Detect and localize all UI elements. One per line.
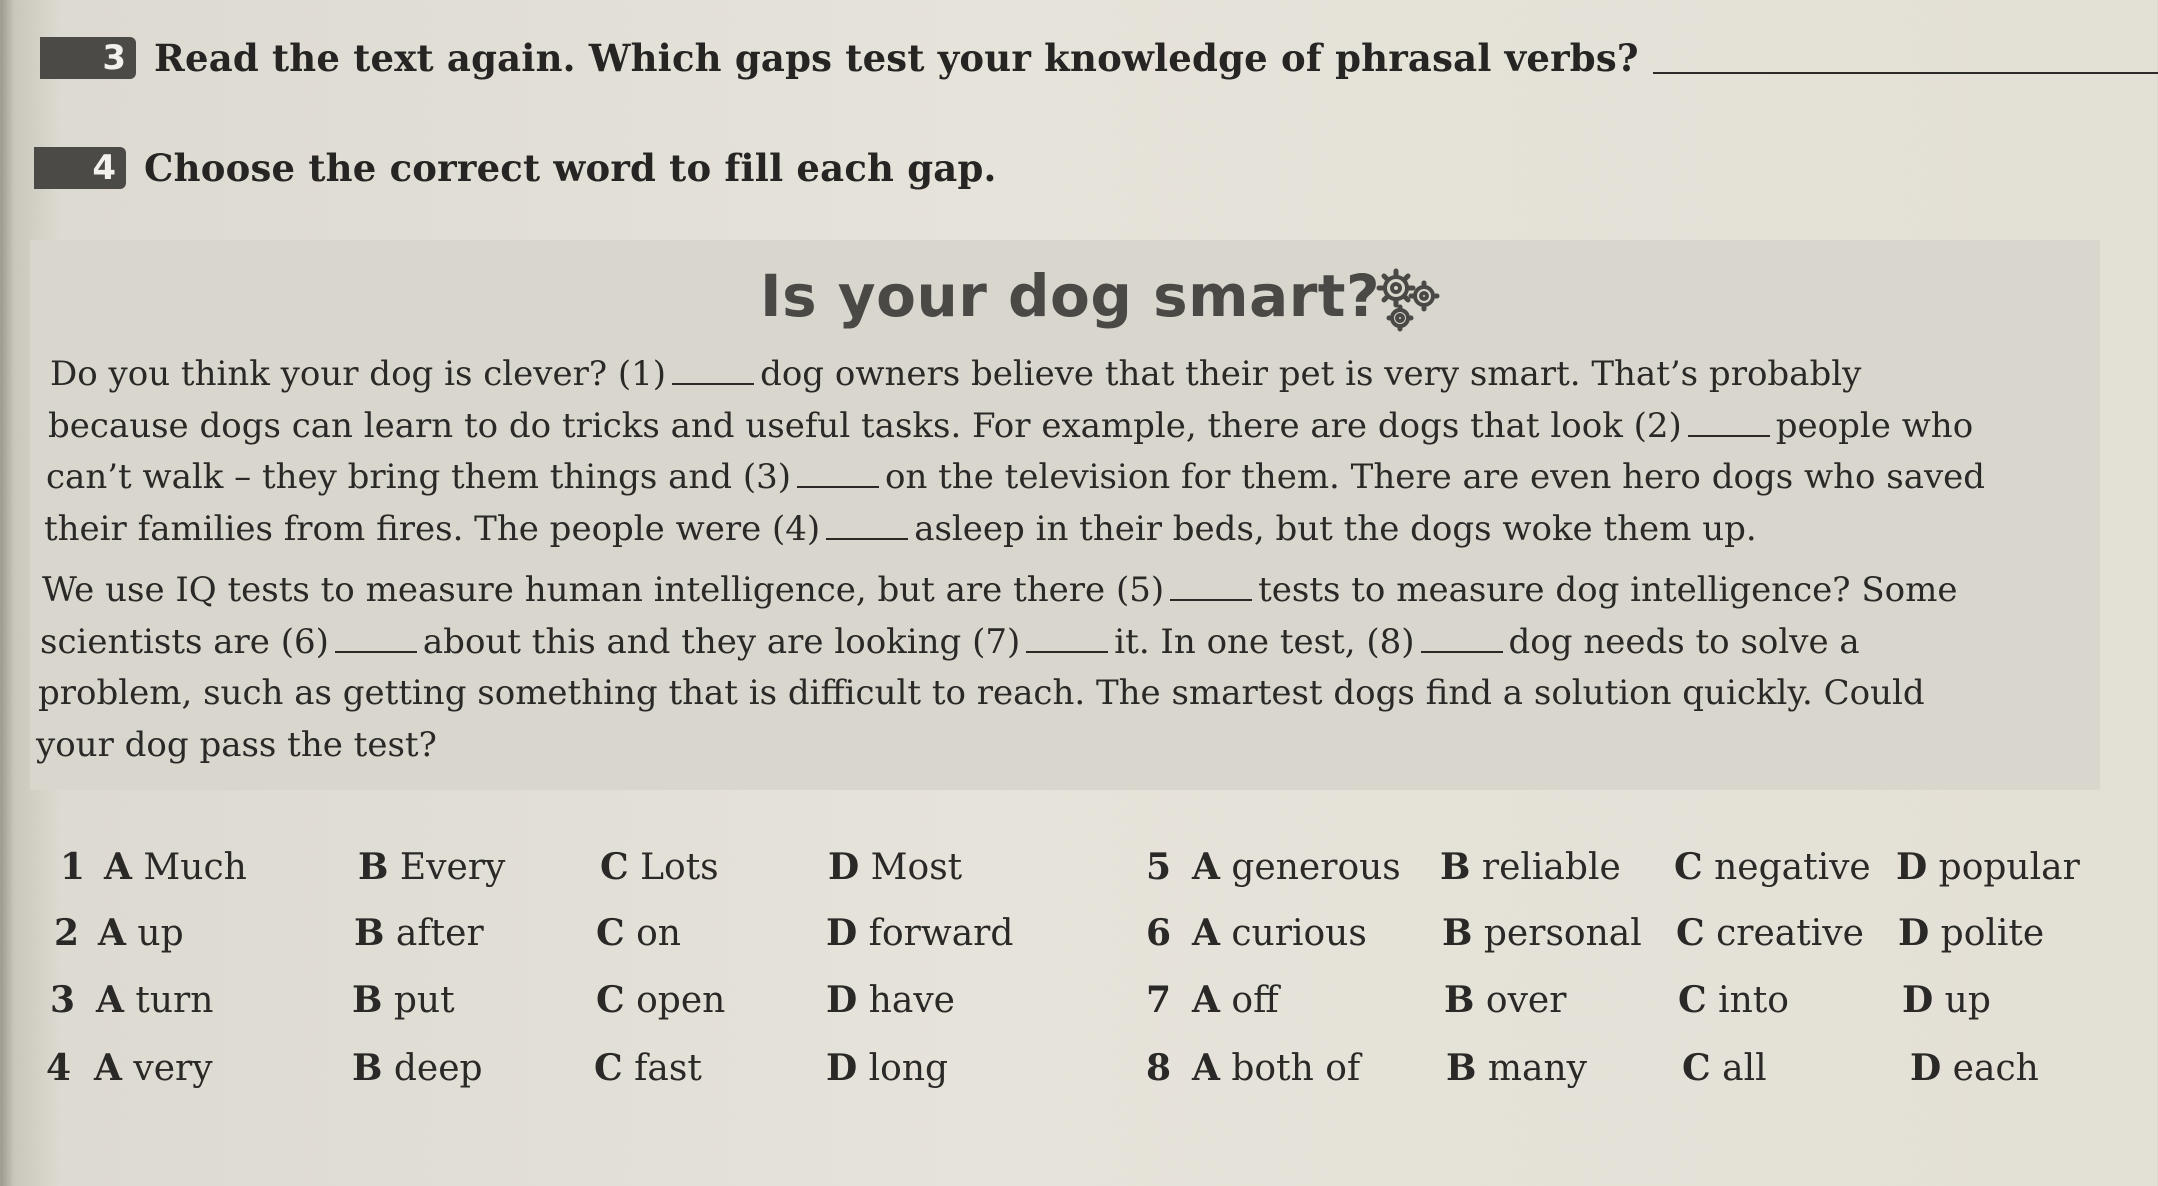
gap-2[interactable]: [1688, 409, 1770, 437]
text-line: scientists are (6) about this and they are looking (7) it. In one test, (8) dog needs to solve a: [40, 621, 1860, 662]
option-b[interactable]: B after: [354, 912, 484, 954]
option-b[interactable]: B put: [352, 979, 455, 1021]
option-d[interactable]: D long: [826, 1047, 949, 1089]
option-c[interactable]: C on: [596, 912, 681, 954]
option-c[interactable]: C fast: [594, 1047, 702, 1089]
option-a[interactable]: A Much: [104, 846, 247, 888]
question-number: 6: [1146, 912, 1172, 954]
option-b[interactable]: B many: [1446, 1047, 1588, 1089]
option-b[interactable]: B reliable: [1440, 846, 1621, 888]
paragraph-2: [36, 565, 1958, 771]
option-a[interactable]: A curious: [1192, 912, 1367, 954]
text-line: We use IQ tests to measure human intelligence, but are there (5) tests to measure dog intelligence? Some: [42, 570, 1958, 610]
gap-8[interactable]: [1421, 625, 1503, 653]
option-c[interactable]: C Lots: [600, 846, 719, 888]
gap-7[interactable]: [1026, 625, 1108, 653]
task-3: [40, 36, 2158, 80]
option-c[interactable]: C all: [1682, 1047, 1767, 1089]
option-b[interactable]: B personal: [1442, 912, 1642, 954]
option-a[interactable]: A off: [1192, 979, 1279, 1021]
article-title: Is your dog smart?: [760, 262, 1381, 330]
text-line: Do you think your dog is clever? (1) dog owners believe that their pet is very smart. That’s probably: [50, 354, 1862, 394]
task-number-badge: 3: [40, 37, 136, 79]
gap-1[interactable]: [672, 357, 754, 385]
option-c[interactable]: C into: [1678, 979, 1789, 1021]
text-line: their families from fires. The people were (4) asleep in their beds, but the dogs woke them up.: [44, 508, 1757, 549]
task-number-badge: 4: [34, 147, 126, 189]
question-number: 7: [1146, 979, 1172, 1021]
gap-3[interactable]: [797, 460, 879, 488]
question-number: 5: [1146, 846, 1172, 888]
question-number: 2: [54, 912, 80, 954]
question-number: 8: [1146, 1047, 1172, 1089]
option-b[interactable]: B Every: [358, 846, 506, 888]
paragraph-1: [44, 349, 1986, 555]
task-3-instruction: Read the text again. Which gaps test your knowledge of phrasal verbs?: [154, 36, 1639, 80]
text-line: because dogs can learn to do tricks and useful tasks. For example, there are dogs that look (2) people who: [48, 405, 1974, 446]
option-d[interactable]: D each: [1910, 1047, 2039, 1089]
option-c[interactable]: C negative: [1674, 846, 1871, 888]
option-a[interactable]: A up: [98, 912, 184, 954]
option-d[interactable]: D have: [826, 979, 955, 1021]
question-number: 4: [46, 1047, 72, 1089]
option-d[interactable]: D polite: [1898, 912, 2045, 954]
text-line: can’t walk – they bring them things and (3) on the television for them. There are even hero dogs who saved: [46, 457, 1986, 497]
task-4: [34, 146, 997, 190]
option-a[interactable]: A generous: [1192, 846, 1401, 888]
option-a[interactable]: A very: [94, 1047, 213, 1089]
option-c[interactable]: C creative: [1676, 912, 1864, 954]
option-d[interactable]: D Most: [828, 846, 963, 888]
answer-line[interactable]: [1653, 42, 2158, 74]
option-d[interactable]: D up: [1902, 979, 1991, 1021]
gap-5[interactable]: [1170, 573, 1252, 601]
task-4-instruction: Choose the correct word to fill each gap.: [144, 146, 997, 190]
option-a[interactable]: A turn: [96, 979, 214, 1021]
text-line: your dog pass the test?: [36, 724, 437, 765]
question-number: 3: [50, 979, 76, 1021]
question-number: 1: [60, 846, 86, 888]
option-b[interactable]: B over: [1444, 979, 1567, 1021]
gears-icon: [1368, 262, 1448, 342]
gap-4[interactable]: [826, 512, 908, 540]
option-a[interactable]: A both of: [1192, 1047, 1361, 1089]
option-d[interactable]: D forward: [826, 912, 1014, 954]
option-d[interactable]: D popular: [1896, 846, 2080, 888]
gap-6[interactable]: [335, 625, 417, 653]
text-line: problem, such as getting something that is difficult to reach. The smartest dogs find a solution quickly. Could: [38, 673, 1925, 713]
option-b[interactable]: B deep: [352, 1047, 483, 1089]
option-c[interactable]: C open: [596, 979, 726, 1021]
